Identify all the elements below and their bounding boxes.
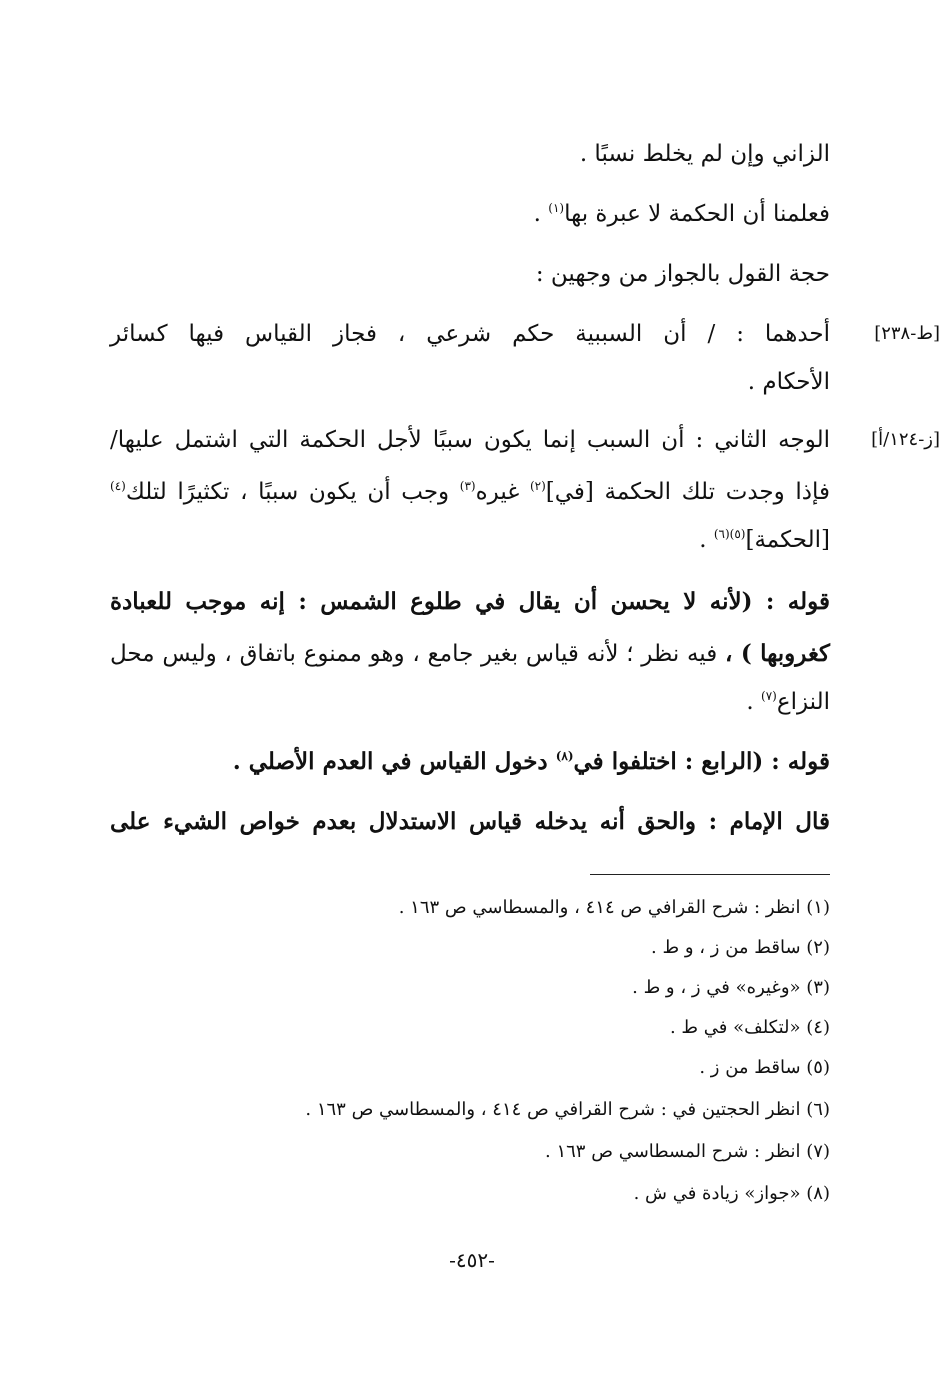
footnote-ref-1: (١) <box>548 201 565 215</box>
footnote-8: (٨) «جواز» زيادة في ش . <box>633 1183 830 1204</box>
footnote-ref-3: (٣) <box>459 479 476 493</box>
text: وجب أن يكون سببًا ، تكثيرًا لتلك <box>125 479 460 505</box>
footnote-1: (١) انظر : شرح القرافي ص ٤١٤ ، والمسطاسي ص ١٦٣ . <box>398 897 830 918</box>
text: [الحكمة] <box>745 527 830 553</box>
footnote-ref-7: (٧) <box>761 689 777 703</box>
text: الوجه الثاني : أن السبب إنما يكون سببًا لأجل الحكمة التي اشتمل عليها/ <box>110 427 830 453</box>
text: حجة القول بالجواز من وجهين : <box>535 261 830 287</box>
footnote-3: (٣) «وغيره» في ز ، و ط . <box>632 977 830 998</box>
footnote-4: (٤) «لتكلف» في ط . <box>669 1017 830 1038</box>
text: دخول القياس في العدم الأصلي . <box>232 748 556 775</box>
body-line-3 <box>110 246 830 302</box>
footnote-7: (٧) انظر : شرح المسطاسي ص ١٦٣ . <box>545 1141 830 1162</box>
footnote-ref-5-6: (٥)(٦) <box>713 527 746 541</box>
footnote-5: (٥) ساقط من ز . <box>699 1057 830 1078</box>
text: أحدهما : / أن السببية حكم شرعي ، فجاز القياس فيها كسائر <box>110 321 830 347</box>
text: الزاني وإن لم يخلط نسبًا . <box>579 141 830 167</box>
text: قوله : (الرابع : اختلفوا في <box>573 748 830 775</box>
footnote-ref-2: (٢) <box>529 479 546 493</box>
footnote-ref-8: (٨) <box>555 749 574 763</box>
text: قال الإمام : والحق أنه يدخله قياس الاستدلال بعدم خواص الشيء على <box>110 808 830 835</box>
footnote-ref-4: (٤) <box>110 479 126 493</box>
page-number: -٤٥٢- <box>449 1248 495 1272</box>
body-line-9 <box>110 574 830 630</box>
text: غيره <box>475 479 530 505</box>
margin-note-z124: [ز-١٢٤/أ] <box>871 429 940 450</box>
text: فيه نظر ؛ لأنه قياس بغير جامع ، وهو ممنوع باتفاق ، وليس محل <box>110 641 725 667</box>
text: كغروبها ) ، <box>724 640 830 667</box>
margin-note-t238: [ط-٢٣٨] <box>874 323 940 344</box>
text: قوله : (لأنه لا يحسن أن يقال في طلوع الشمس : إنه موجب للعبادة <box>110 588 830 615</box>
text: النزاع <box>776 689 830 715</box>
footnote-2: (٢) ساقط من ز ، و ط . <box>651 937 830 958</box>
body-line-8 <box>110 512 830 568</box>
text: فإذا وجدت تلك الحكمة [في] <box>545 479 830 505</box>
text: . <box>699 527 714 553</box>
body-line-2 <box>110 186 830 242</box>
body-line-6 <box>110 412 830 468</box>
body-line-1 <box>110 126 830 182</box>
body-line-12 <box>110 734 830 790</box>
text: . <box>746 689 762 715</box>
text: الأحكام . <box>747 369 830 395</box>
footnote-separator <box>590 874 830 875</box>
text: فعلمنا أن الحكمة لا عبرة بها <box>564 201 830 227</box>
body-line-5 <box>110 354 830 410</box>
footnote-6: (٦) انظر الحجتين في : شرح القرافي ص ٤١٤ ، والمسطاسي ص ١٦٣ . <box>305 1099 830 1120</box>
text: . <box>533 201 549 227</box>
body-line-11 <box>110 674 830 730</box>
body-line-13 <box>110 794 830 850</box>
